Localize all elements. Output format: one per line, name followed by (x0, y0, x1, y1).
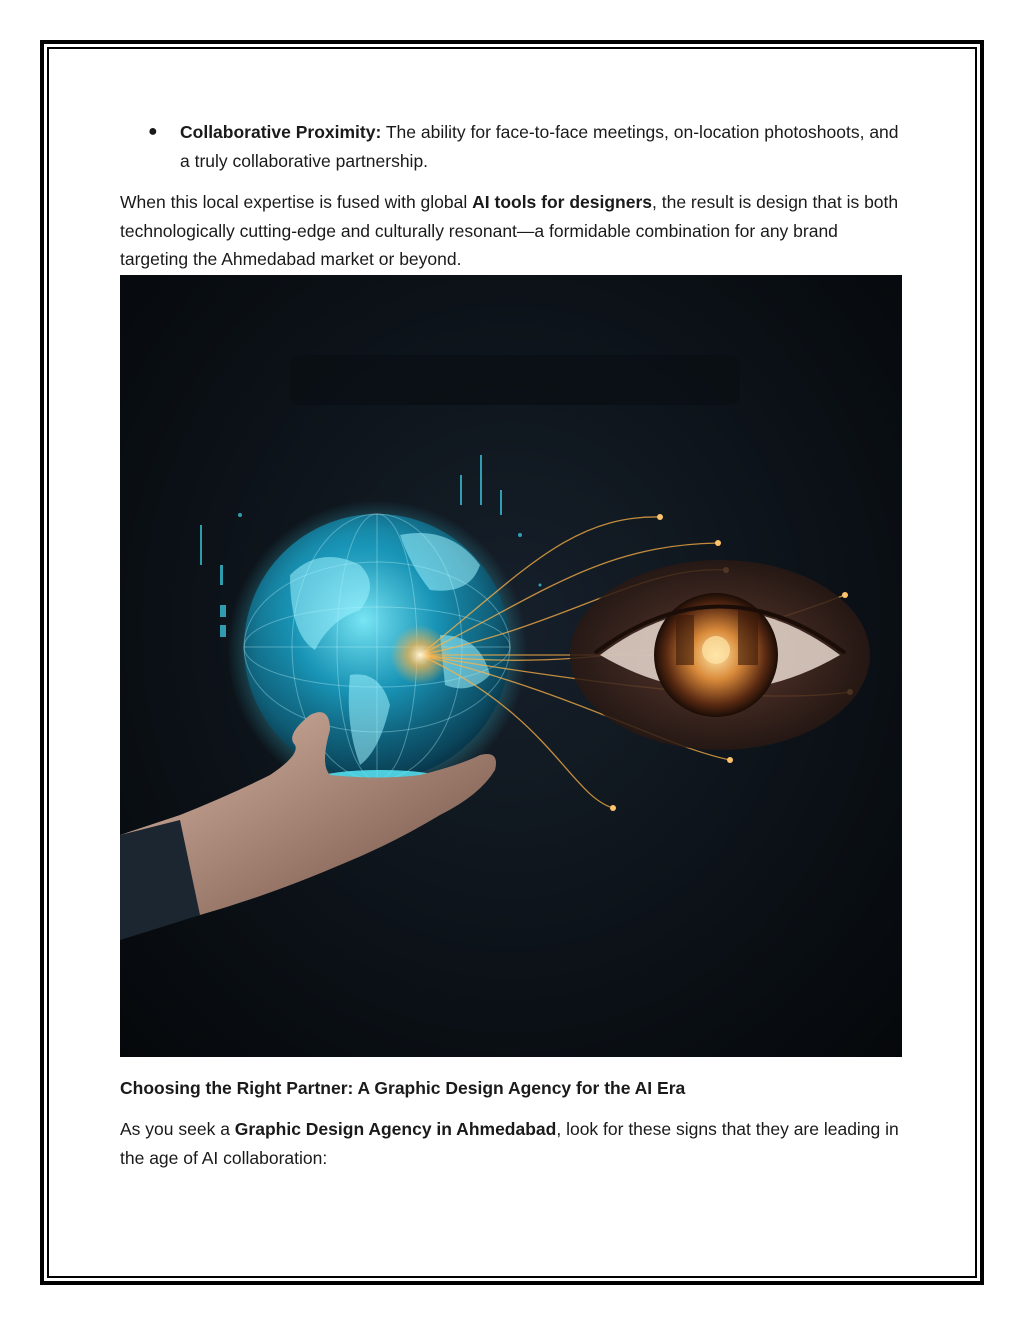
paragraph-text: As you seek a (120, 1119, 235, 1139)
document-body (120, 118, 902, 274)
bullet-text (180, 118, 902, 175)
paragraph-fusion (120, 188, 902, 274)
paragraph-bold-text: Graphic Design Agency in Ahmedabad (234, 1119, 557, 1139)
paragraph-text: , the result is design that is both technologically cutting-edge and culturally resonant—a formidable combination for any brand targeting the Ahmedabad market or beyond. (120, 192, 899, 269)
paragraph-text: When this local expertise is fused with global (120, 192, 473, 212)
bullet-item (148, 118, 902, 175)
bullet-label: Collaborative Proximity: (180, 122, 382, 142)
globe-eye-illustration (120, 275, 902, 1057)
paragraph-text: , look for these signs that they are leading in the age of AI collaboration: (120, 1119, 899, 1168)
section-heading: Choosing the Right Partner: A Graphic Design Agency for the AI Era (120, 1078, 686, 1098)
hero-illustration (120, 275, 902, 1057)
paragraph-bold-text: AI tools for designers (472, 192, 653, 212)
paragraph-agency (120, 1115, 902, 1172)
bullet-description: The ability for face-to-face meetings, on-location photoshoots, and a truly collaborative partnership. (180, 122, 899, 171)
bullet-dot-icon: ● (148, 123, 158, 140)
